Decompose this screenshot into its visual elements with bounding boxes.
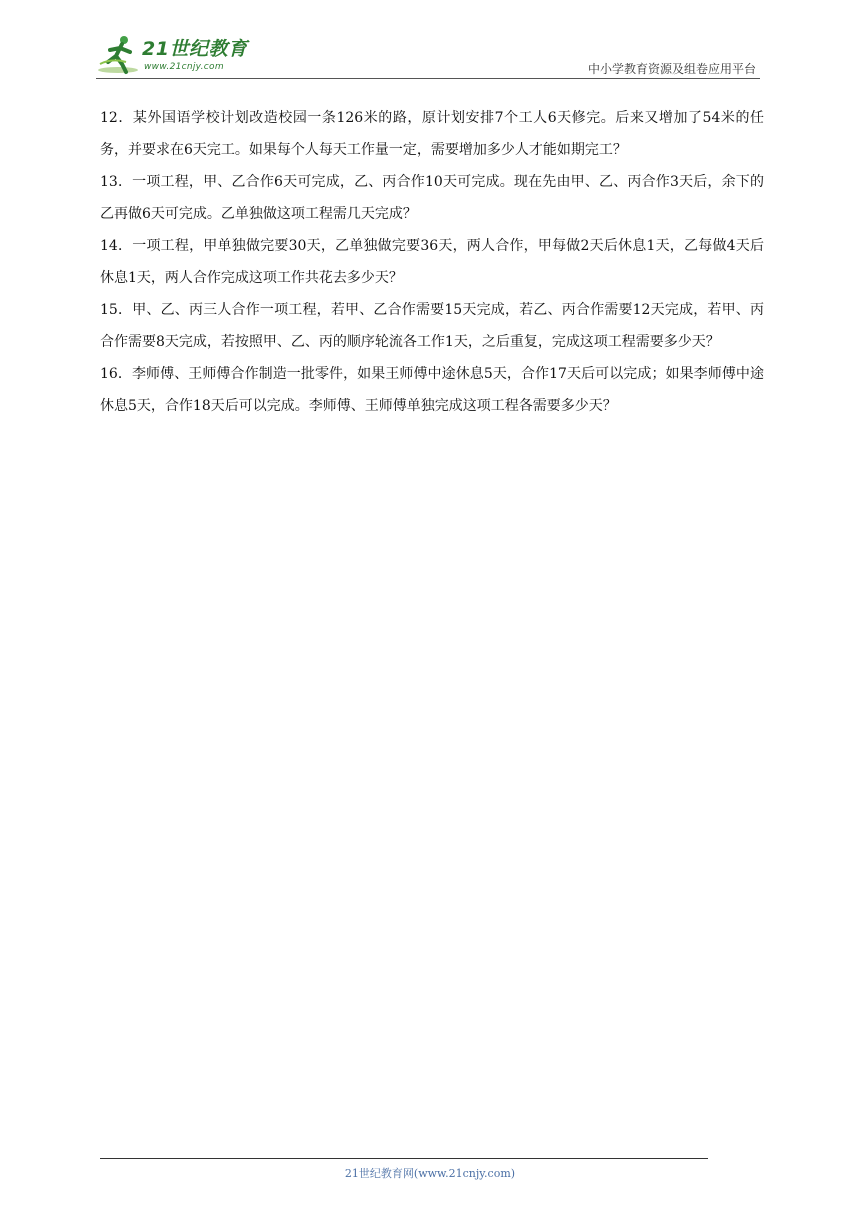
logo-text: 21世纪教育 xyxy=(142,38,248,60)
page-header xyxy=(96,32,760,78)
logo xyxy=(96,32,266,76)
footer-text: 21世纪教育网(www.21cnjy.com) xyxy=(344,1167,516,1180)
question-12: 12．某外国语学校计划改造校园一条126米的路，原计划安排7个工人6天修完。后来又增加了54米的任务，并要求在6天完工。如果每个人每天工作量一定，需要增加多少人才能如期完工？ xyxy=(100,110,764,158)
question-15: 15．甲、乙、丙三人合作一项工程，若甲、乙合作需要15天完成，若乙、丙合作需要12天完成，若甲、丙合作需要8天完成，若按照甲、乙、丙的顺序轮流各工作1天，之后重复，完成这项工程需要多少天？ xyxy=(100,302,764,350)
running-figure-icon xyxy=(96,32,142,76)
question-14: 14．一项工程，甲单独做完要30天，乙单独做完要36天，两人合作，甲每做2天后休息1天，乙每做4天后休息1天，两人合作完成这项工作共花去多少天？ xyxy=(100,238,764,286)
footer-divider xyxy=(100,1158,708,1159)
header-divider xyxy=(96,78,760,79)
question-16: 16．李师傅、王师傅合作制造一批零件，如果王师傅中途休息5天，合作17天后可以完成；如果李师傅中途休息5天，合作18天后可以完成。李师傅、王师傅单独完成这项工程各需要多少天？ xyxy=(100,366,764,414)
question-13: 13．一项工程，甲、乙合作6天可完成，乙、丙合作10天可完成。现在先由甲、乙、丙合作3天后，余下的乙再做6天可完成。乙单独做这项工程需几天完成？ xyxy=(100,174,764,222)
platform-name: 中小学教育资源及组卷应用平台 xyxy=(587,62,756,76)
logo-url: www.21cnjy.com xyxy=(144,62,224,72)
question-list xyxy=(100,102,764,422)
